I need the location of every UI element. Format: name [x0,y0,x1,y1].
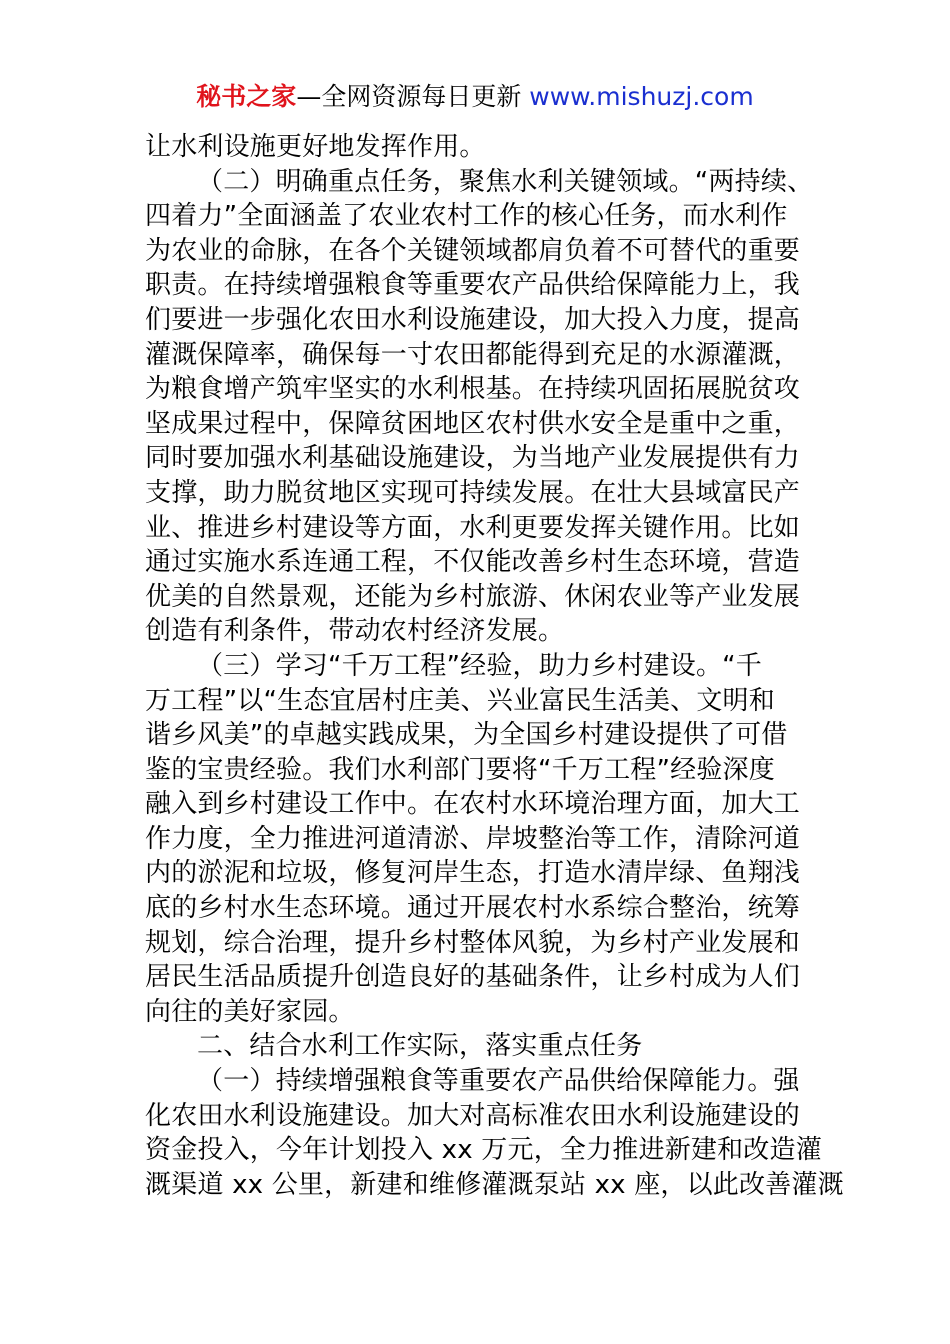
text-line: 同时要加强水利基础设施建设，为当地产业发展提供有力 [145,443,801,474]
text-line: 作力度，全力推进河道清淤、岸坡整治等工作，清除河道 [145,823,801,854]
text-line: 支撑，助力脱贫地区实现可持续发展。在壮大县域富民产 [145,477,801,508]
text-line: 业、推进乡村建设等方面，水利更要发挥关键作用。比如 [145,512,801,543]
text-line: 们要进一步强化农田水利设施建设，加大投入力度，提高 [145,304,801,335]
text-line: 底的乡村水生态环境。通过开展农村水系综合整治，统筹 [145,893,801,924]
site-header [0,80,950,114]
text-line: 四着力”全面涵盖了农业农村工作的核心任务，而水利作 [145,201,788,232]
brand-name: 秘书之家 [196,82,297,111]
text-line: 职责。在持续增强粮食等重要农产品供给保障能力上，我 [145,270,801,301]
text-line: 万工程”以“生态宜居村庄美、兴业富民生活美、文明和 [145,685,775,716]
text-line: 通过实施水系连通工程，不仅能改善乡村生态环境，营造 [145,547,801,578]
text-line: 居民生活品质提升创造良好的基础条件，让乡村成为人们 [145,962,801,993]
text-line: 化农田水利设施建设。加大对高标准农田水利设施建设的 [145,1100,801,1131]
text-line: 优美的自然景观，还能为乡村旅游、休闲农业等产业发展 [145,581,801,612]
text-line: 为农业的命脉，在各个关键领域都肩负着不可替代的重要 [145,235,801,266]
text-line: 规划，综合治理，提升乡村整体风貌，为乡村产业发展和 [145,927,801,958]
document-body [145,130,844,1202]
site-url-link[interactable]: www.mishuzj.com [529,82,754,111]
text-line: 让水利设施更好地发挥作用。 [145,132,486,162]
text-line: 鉴的宝贵经验。我们水利部门要将“千万工程”经验深度 [145,754,775,785]
text-line: 内的淤泥和垃圾，修复河岸生态，打造水清岸绿、鱼翔浅 [145,858,801,889]
text-line: 向往的美好家园。 [145,996,355,1027]
section-heading-line: （三）学习“千万工程”经验，助力乡村建设。“千 [197,650,763,681]
text-line: 融入到乡村建设工作中。在农村水环境治理方面，加大工 [145,789,801,820]
text-line: 坚成果过程中，保障贫困地区农村供水安全是重中之重， [145,408,801,439]
section-heading-line: （二）明确重点任务，聚焦水利关键领域。“两持续、 [197,166,814,197]
text-line: 创造有利条件，带动农村经济发展。 [145,616,565,647]
section-heading-line: （一）持续增强粮食等重要农产品供给保障能力。强 [197,1066,800,1097]
header-tagline: —全网资源每日更新 [296,82,530,111]
text-line: 溉渠道 xx 公里，新建和维修灌溉泵站 xx 座，以此改善灌溉 [145,1169,844,1200]
chapter-heading-line: 二、结合水利工作实际，落实重点任务 [197,1031,643,1062]
text-line: 谐乡风美”的卓越实践成果，为全国乡村建设提供了可借 [145,720,788,751]
text-line: 灌溉保障率，确保每一寸农田都能得到充足的水源灌溉， [145,339,801,370]
text-line: 资金投入，今年计划投入 xx 万元，全力推进新建和改造灌 [145,1135,822,1166]
text-line: 为粮食增产筑牢坚实的水利根基。在持续巩固拓展脱贫攻 [145,374,801,405]
